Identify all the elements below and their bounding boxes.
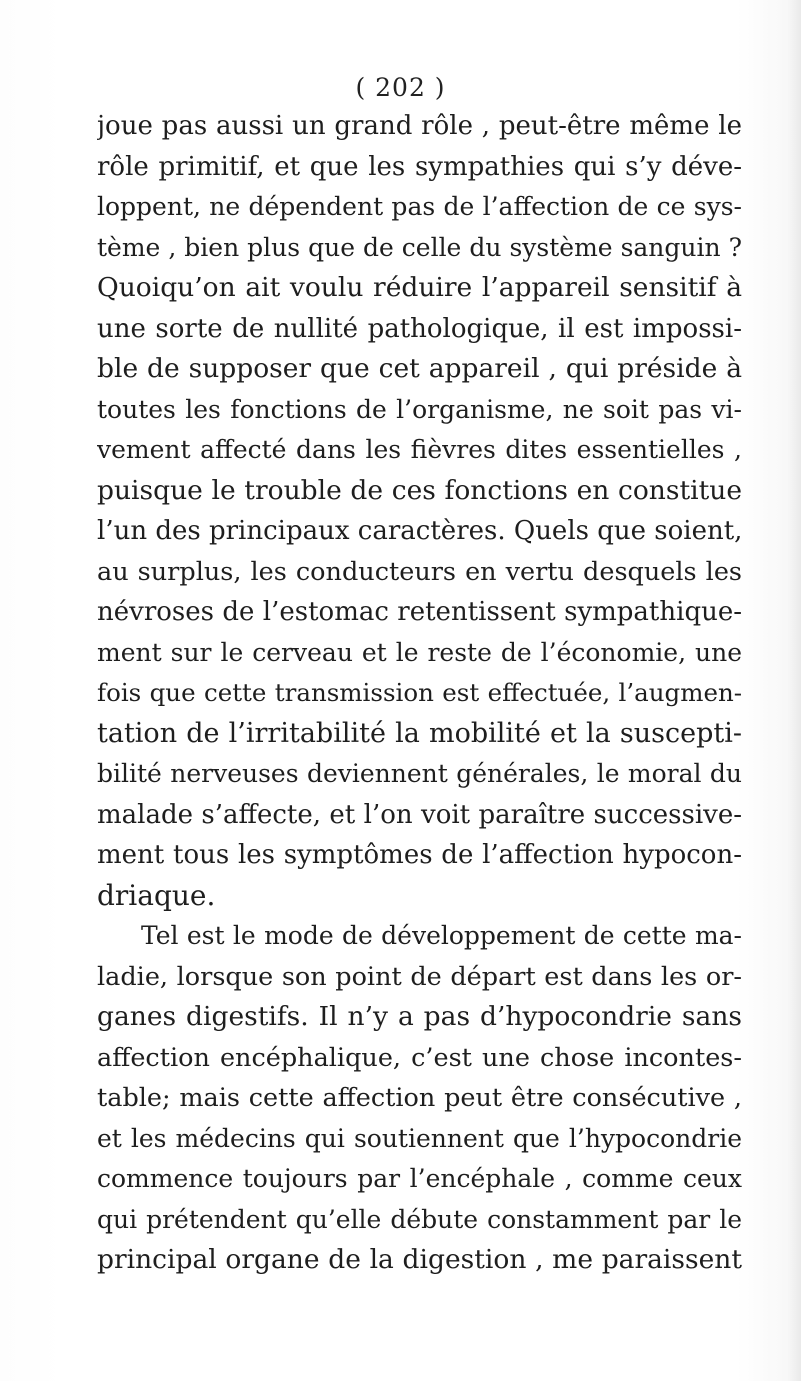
body-text [97,106,742,1281]
text-line: principal organe de la digestion , me paraissent [97,1244,742,1275]
text-line: tème , bien plus que de celle du système sanguin ? [97,232,742,262]
text-line: table; mais cette affection peut être consécutive , [97,1083,742,1113]
text-line-paragraph-start: Tel est le mode de développement de cette ma- [141,921,742,950]
text-line: bilité nerveuses deviennent générales, le moral du [97,759,742,788]
text-line: ment sur le cerveau et le reste de l’économie, une [97,637,742,667]
text-line: loppent, ne dépendent pas de l’affection de ce sys- [97,192,742,221]
text-line: puisque le trouble de ces fonctions en constitue [97,474,742,506]
text-line: une sorte de nullité pathologique, il est impossi- [97,313,742,344]
text-line: Quoiqu’on ait voulu réduire l’appareil sensitif à [97,272,742,303]
text-line: névroses de l’estomac retentissent sympathique- [97,597,742,627]
text-line-paragraph-end: driaque. [97,878,216,912]
text-line: rôle primitif, et que les sympathies qui s’y déve- [97,151,742,182]
text-line: affection encéphalique, c’est une chose incontes- [97,1042,742,1073]
text-line: joue pas aussi un grand rôle , peut-être même le [97,111,742,141]
page-edge-shadow [787,0,801,1381]
text-line: ble de supposer que cet appareil , qui préside à [97,353,742,384]
text-line: commence toujours par l’encéphale , comme ceux [97,1164,742,1193]
text-line: tation de l’irritabilité la mobilité et la suscepti- [97,717,742,749]
text-line: ganes digestifs. Il n’y a pas d’hypocondrie sans [97,1001,742,1032]
text-line: ladie, lorsque son point de départ est dans les or- [97,961,742,992]
text-line: vement affecté dans les fièvres dites essentielles , [97,435,742,464]
text-line: fois que cette transmission est effectuée, l’augmen- [97,678,742,707]
text-line: au surplus, les conducteurs en vertu desquels les [97,556,742,587]
text-line: qui prétendent qu’elle débute constamment par le [97,1204,742,1234]
text-line: toutes les fonctions de l’organisme, ne soit pas vi- [97,394,742,424]
text-line: et les médecins qui soutiennent que l’hypocondrie [97,1123,742,1153]
text-line: malade s’affecte, et l’on voit paraître successive- [97,799,742,830]
text-line: ment tous les symptômes de l’affection hypocon- [97,840,742,870]
text-line: l’un des principaux caractères. Quels que soient, [97,516,742,546]
page-number: ( 202 ) [355,73,446,102]
